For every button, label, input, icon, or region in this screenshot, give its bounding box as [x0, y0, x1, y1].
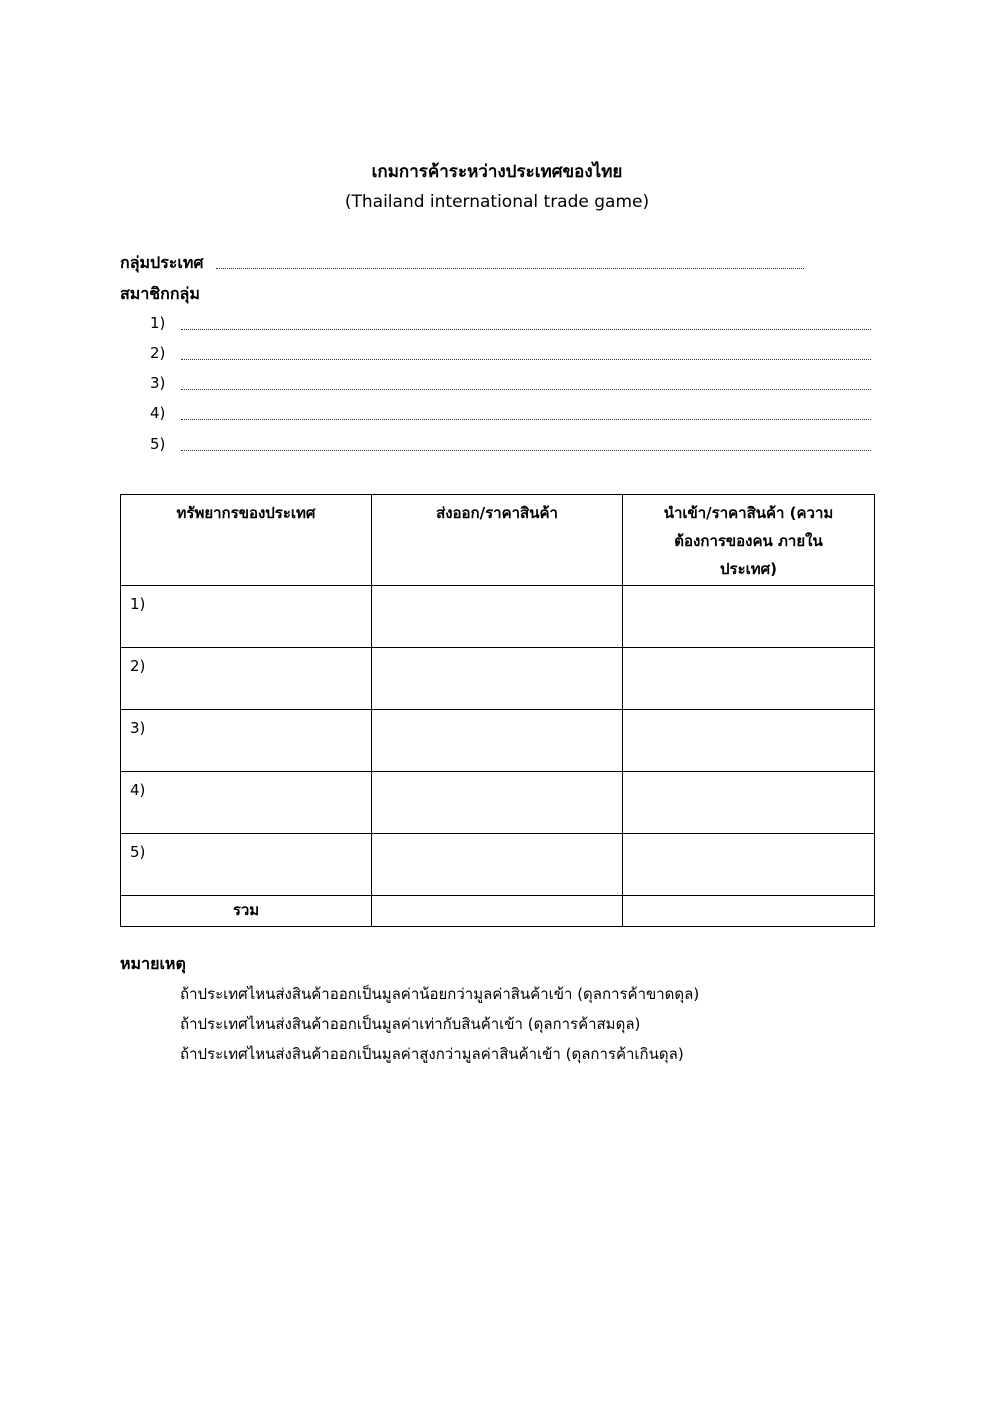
table-row [121, 710, 875, 772]
member-number: 3) [150, 374, 166, 392]
note-line: ถ้าประเทศไหนส่งสินค้าออกเป็นมูลค่าเท่ากับสินค้าเข้า (ดุลการค้าสมดุล) [180, 1015, 641, 1033]
export-cell[interactable] [372, 586, 623, 648]
trade-table [120, 494, 875, 927]
note-line: ถ้าประเทศไหนส่งสินค้าออกเป็นมูลค่าสูงกว่ามูลค่าสินค้าเข้า (ดุลการค้าเกินดุล) [180, 1045, 684, 1063]
member-number: 5) [150, 435, 166, 453]
member-input-line[interactable] [181, 389, 871, 390]
header-export: ส่งออก/ราคาสินค้า [372, 495, 623, 586]
country-group-field [120, 252, 204, 274]
member-input-line[interactable] [181, 329, 871, 330]
import-cell[interactable] [623, 586, 875, 648]
country-group-input-line[interactable] [216, 268, 804, 269]
row-number: 2) [121, 648, 372, 710]
header-resources: ทรัพยากรของประเทศ [121, 495, 372, 586]
export-cell[interactable] [372, 710, 623, 772]
country-group-label: กลุ่มประเทศ [120, 253, 204, 272]
import-cell[interactable] [623, 834, 875, 896]
member-input-line[interactable] [181, 359, 871, 360]
table-header-row [121, 495, 875, 586]
import-total-cell[interactable] [623, 896, 875, 927]
row-number: 5) [121, 834, 372, 896]
member-number: 4) [150, 404, 166, 422]
member-number: 1) [150, 314, 166, 332]
table-row [121, 772, 875, 834]
total-row [121, 896, 875, 927]
document-subtitle: (Thailand international trade game) [344, 192, 650, 212]
members-label: สมาชิกกลุ่ม [120, 284, 200, 303]
import-cell[interactable] [623, 648, 875, 710]
table-row [121, 648, 875, 710]
import-cell[interactable] [623, 772, 875, 834]
row-number: 4) [121, 772, 372, 834]
import-cell[interactable] [623, 710, 875, 772]
total-label: รวม [121, 896, 372, 927]
members-field [120, 283, 200, 305]
row-number: 1) [121, 586, 372, 648]
header-import: นำเข้า/ราคาสินค้า (ความต้องการของคน ภายในประเทศ) [623, 495, 875, 586]
document-title: เกมการค้าระหว่างประเทศของไทย [371, 162, 623, 182]
export-cell[interactable] [372, 648, 623, 710]
member-input-line[interactable] [181, 450, 871, 451]
note-line: ถ้าประเทศไหนส่งสินค้าออกเป็นมูลค่าน้อยกว่ามูลค่าสินค้าเข้า (ดุลการค้าขาดดุล) [180, 985, 700, 1003]
table-row [121, 586, 875, 648]
table-row [121, 834, 875, 896]
notes-heading: หมายเหตุ [120, 954, 186, 973]
member-input-line[interactable] [181, 419, 871, 420]
member-number: 2) [150, 344, 166, 362]
row-number: 3) [121, 710, 372, 772]
export-total-cell[interactable] [372, 896, 623, 927]
export-cell[interactable] [372, 834, 623, 896]
export-cell[interactable] [372, 772, 623, 834]
